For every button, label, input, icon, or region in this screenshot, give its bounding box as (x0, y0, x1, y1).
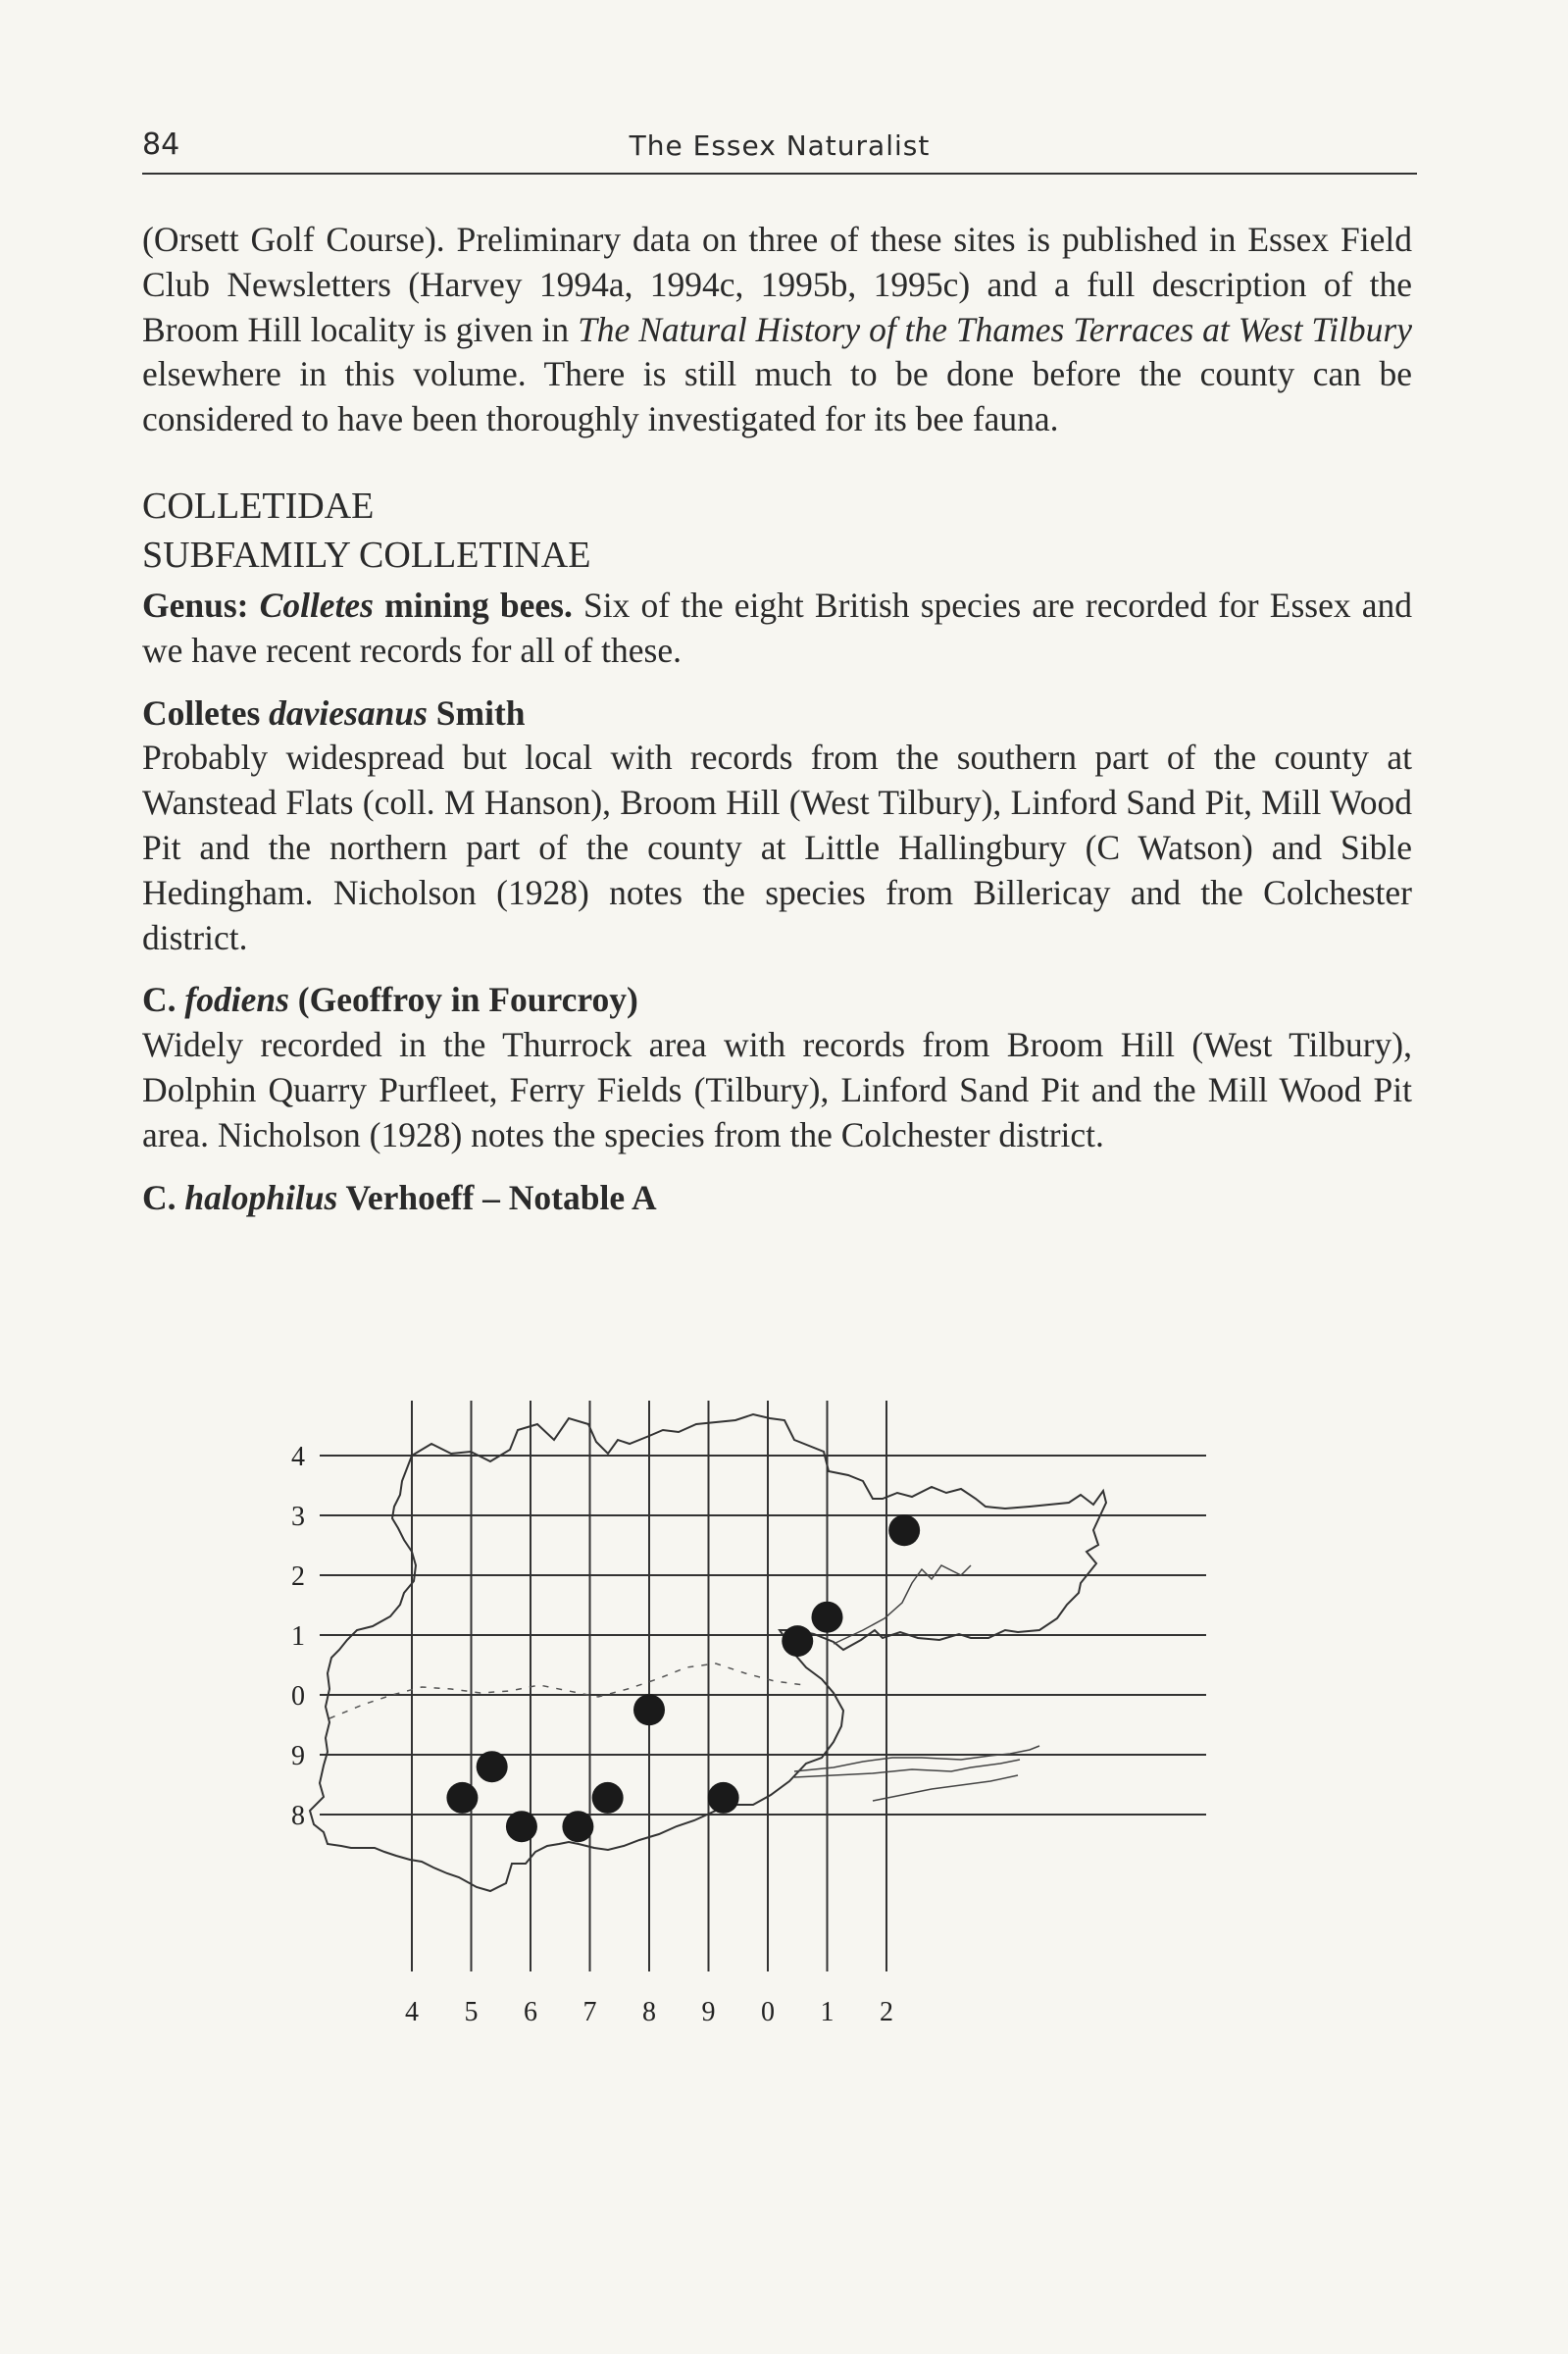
intro-paragraph: (Orsett Golf Course). Preliminary data on three of these sites is published in Essex Field Club Newsletters (Harvey 1994a, 1994c, 1995b, 1995c) and a full description of the Broom Hill locality is given in The Natural History of the Thames Terraces at West Tilbury elsewhere in this volume. There is still much to be done before the county can be considered to have been thoroughly investigated for its bee fauna. (142, 220, 1412, 439)
y-axis-tick-label: 2 (291, 1561, 305, 1592)
x-axis-tick-label: 2 (880, 1997, 893, 2027)
species-text-fodiens: Widely recorded in the Thurrock area with records from Broom Hill (West Tilbury), Dolphin Quarry Purfleet, Ferry Fields (Tilbury), Linford Sand Pit and the Mill Wood Pit area. Nicholson (1928) notes the species from the Colchester district. (142, 1025, 1412, 1154)
x-axis-tick-label: 1 (820, 1997, 835, 2027)
record-dot (708, 1782, 739, 1814)
species-text-daviesanus: Probably widespread but local with records from the southern part of the county at Wanstead Flats (coll. M Hanson), Broom Hill (West Tilbury), Linford Sand Pit, Mill Wood Pit and the northern part of the county at Little Hallingbury (C Watson) and Sible Hedingham. Nicholson (1928) notes the species from Billericay and the Colchester district. (142, 738, 1412, 957)
species-title-daviesanus: Colletes daviesanus Smith (142, 692, 526, 733)
y-axis-tick-label: 3 (291, 1502, 305, 1532)
grid-lines (320, 1401, 1206, 1971)
family-heading: COLLETIDAE (142, 485, 375, 527)
y-axis-tick-label: 1 (291, 1621, 305, 1652)
y-axis-tick-label: 8 (291, 1801, 305, 1831)
record-dot (812, 1602, 843, 1633)
page-header (142, 118, 1417, 175)
record-dot (592, 1782, 624, 1814)
record-dot (633, 1694, 665, 1725)
records-layer (446, 1514, 920, 1842)
article-body (142, 218, 1412, 1220)
x-axis-tick-label: 6 (524, 1997, 537, 2027)
species-title-fodiens: C. fodiens (Geoffroy in Fourcroy) (142, 980, 638, 1020)
running-title: The Essex Naturalist (629, 129, 931, 162)
x-axis-tick-label: 4 (405, 1997, 419, 2027)
x-axis-tick-label: 7 (582, 1997, 597, 2027)
species-title-halophilus: C. halophilus Verhoeff – Notable A (142, 1177, 657, 1217)
x-axis-tick-label: 9 (701, 1997, 716, 2027)
record-dot (888, 1514, 920, 1546)
record-dot (446, 1782, 478, 1814)
y-axis-tick-label: 4 (291, 1442, 305, 1472)
record-dot (782, 1625, 813, 1657)
genus-paragraph: Genus: Colletes mining bees. Six of the eight British species are recorded for Essex and we have recent records for all of these. (142, 585, 1413, 670)
y-axis-tick-label: 9 (291, 1741, 305, 1771)
record-dot (506, 1811, 537, 1842)
cited-title: The Natural History of the Thames Terraces at West Tilbury (578, 309, 1412, 349)
record-dot (562, 1811, 593, 1842)
axis-labels (291, 1442, 893, 2027)
x-axis-tick-label: 0 (761, 1997, 775, 2027)
subfamily-heading: SUBFAMILY COLLETINAE (142, 534, 591, 576)
distribution-map-svg (284, 1373, 1255, 2197)
y-axis-tick-label: 0 (291, 1681, 305, 1712)
estuary-lines (794, 1565, 1039, 1801)
x-axis-tick-label: 8 (642, 1997, 656, 2027)
page-number: 84 (142, 128, 180, 162)
distribution-map (284, 1373, 1255, 2197)
dashed-boundary (329, 1663, 804, 1718)
record-dot (477, 1751, 508, 1782)
x-axis-tick-label: 5 (464, 1997, 479, 2027)
